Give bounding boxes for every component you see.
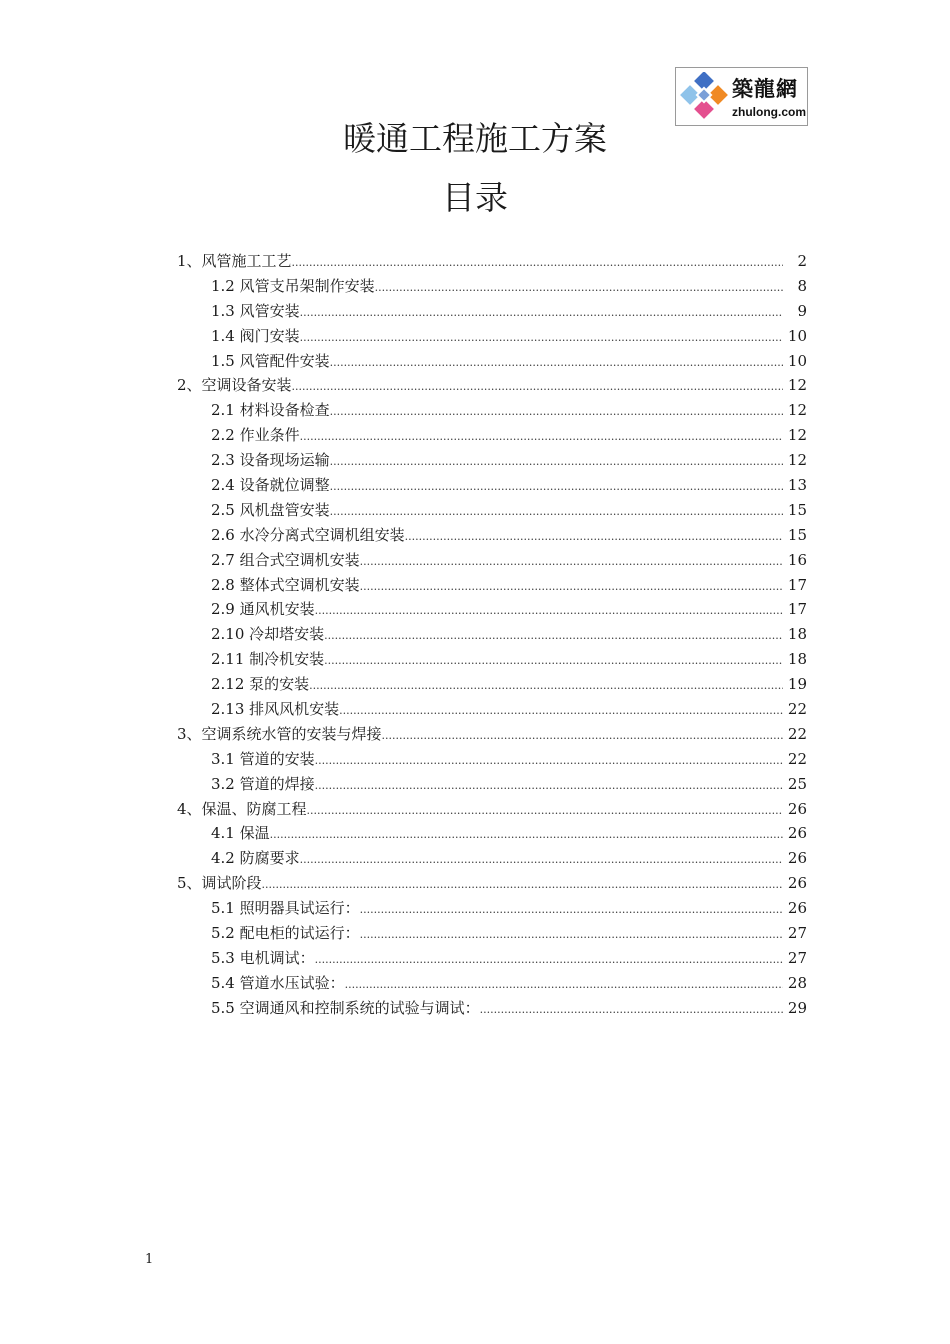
toc-entry-page: 26 [787, 874, 807, 893]
toc-entry-page: 27 [787, 948, 807, 967]
toc-dot-leader [300, 299, 783, 326]
toc-entry[interactable] [177, 324, 807, 349]
toc-dot-leader [330, 473, 783, 500]
toc-entry-page: 13 [787, 476, 807, 495]
toc-entry-page: 22 [787, 724, 807, 743]
toc-entry-label: 2.6 水冷分离式空调机组安装 [211, 525, 405, 544]
toc-entry-page: 12 [787, 376, 807, 395]
toc-entry[interactable] [177, 821, 807, 846]
toc-entry[interactable] [177, 971, 807, 996]
toc-entry-page: 28 [787, 973, 807, 992]
toc-dot-leader [315, 747, 783, 774]
toc-entry[interactable] [177, 473, 807, 498]
toc-dot-leader [405, 523, 783, 550]
toc-entry-label: 5.3 电机调试： [211, 948, 315, 967]
toc-entry-page: 12 [787, 451, 807, 470]
toc-entry[interactable] [177, 672, 807, 697]
toc-entry-label: 3、空调系统水管的安装与焊接 [177, 724, 382, 743]
toc-entry[interactable] [177, 747, 807, 772]
toc-entry[interactable] [177, 921, 807, 946]
toc-entry-label: 4.1 保温 [211, 824, 270, 843]
toc-dot-leader [330, 498, 783, 525]
toc-entry-label: 4、保温、防腐工程 [177, 799, 307, 818]
toc-entry-page: 22 [787, 749, 807, 768]
toc-dot-leader [360, 921, 783, 948]
toc-dot-leader [330, 398, 783, 425]
toc-dot-leader [330, 349, 783, 376]
toc-dot-leader [324, 647, 783, 674]
document-title: 暖通工程施工方案 [343, 119, 607, 158]
toc-entry-page: 27 [787, 924, 807, 943]
toc-entry-page: 10 [787, 326, 807, 345]
toc-entry[interactable] [177, 597, 807, 622]
toc-entry-page: 18 [787, 625, 807, 644]
page-number: 1 [145, 1252, 154, 1267]
toc-entry-page: 2 [797, 252, 807, 270]
toc-dot-leader [309, 672, 783, 699]
toc-entry[interactable] [177, 299, 807, 324]
toc-entry-label: 1.3 风管安装 [211, 301, 300, 320]
table-of-contents [177, 249, 807, 1021]
toc-entry[interactable] [177, 398, 807, 423]
toc-dot-leader [360, 548, 783, 575]
toc-entry-page: 15 [787, 500, 807, 519]
toc-dot-leader [339, 697, 783, 724]
toc-entry-label: 2.12 泵的安装 [211, 675, 310, 694]
toc-dot-leader [300, 423, 783, 450]
toc-entry[interactable] [177, 846, 807, 871]
toc-dot-leader [375, 274, 783, 301]
toc-dot-leader [480, 996, 783, 1023]
toc-entry-label: 2.8 整体式空调机安装 [211, 575, 360, 594]
toc-entry-label: 1、风管施工工艺 [177, 252, 292, 270]
toc-entry[interactable] [177, 946, 807, 971]
toc-entry-label: 2.10 冷却塔安装 [211, 625, 325, 644]
toc-entry-page: 17 [787, 600, 807, 619]
toc-dot-leader [330, 448, 783, 475]
toc-entry-label: 5.4 管道水压试验： [211, 973, 345, 992]
toc-entry-label: 2.7 组合式空调机安装 [211, 550, 360, 569]
toc-dot-leader [315, 772, 783, 799]
toc-dot-leader [324, 622, 783, 649]
toc-dot-leader [345, 971, 783, 998]
toc-dot-leader [300, 846, 783, 873]
toc-dot-leader [270, 821, 783, 848]
toc-entry-label: 2.9 通风机安装 [211, 600, 315, 619]
toc-dot-leader [360, 573, 783, 600]
toc-entry-page: 17 [787, 575, 807, 594]
toc-entry-label: 3.2 管道的焊接 [211, 774, 315, 793]
toc-entry-label: 5.2 配电柜的试运行： [211, 924, 360, 943]
logo-chinese-name: 築龍網 [732, 76, 798, 101]
toc-dot-leader [292, 373, 783, 400]
toc-entry[interactable] [177, 797, 807, 822]
toc-entry-label: 2、空调设备安装 [177, 376, 292, 395]
toc-entry-label: 1.4 阀门安装 [211, 326, 300, 345]
toc-entry-label: 1.2 风管支吊架制作安装 [211, 276, 375, 295]
toc-entry[interactable] [177, 373, 807, 398]
toc-entry-label: 2.4 设备就位调整 [211, 476, 330, 495]
toc-entry-page: 16 [787, 550, 807, 569]
toc-entry-page: 25 [787, 774, 807, 793]
toc-entry-label: 2.3 设备现场运输 [211, 451, 330, 470]
toc-entry-page: 12 [787, 401, 807, 420]
toc-entry[interactable] [177, 647, 807, 672]
toc-entry-page: 12 [787, 426, 807, 445]
toc-entry-label: 2.2 作业条件 [211, 426, 300, 445]
toc-entry-page: 18 [787, 650, 807, 669]
toc-entry-label: 5.1 照明器具试运行： [211, 899, 360, 918]
logo-domain: zhulong.com [732, 105, 806, 119]
toc-entry[interactable] [177, 274, 807, 299]
toc-entry[interactable] [177, 249, 807, 274]
toc-entry-label: 5.5 空调通风和控制系统的试验与调试： [211, 998, 480, 1017]
toc-entry-label: 2.11 制冷机安装 [211, 650, 325, 669]
toc-entry-label: 2.13 排风风机安装 [211, 700, 340, 719]
toc-entry[interactable] [177, 896, 807, 921]
toc-dot-leader [360, 896, 783, 923]
toc-entry-page: 29 [787, 998, 807, 1017]
toc-entry[interactable] [177, 448, 807, 473]
toc-entry[interactable] [177, 423, 807, 448]
toc-entry[interactable] [177, 996, 807, 1021]
toc-entry-label: 3.1 管道的安装 [211, 749, 315, 768]
toc-heading: 目录 [442, 178, 508, 217]
toc-entry-page: 9 [797, 301, 807, 320]
toc-entry[interactable] [177, 349, 807, 374]
zhulong-emblem-icon [679, 72, 729, 122]
toc-entry[interactable] [177, 722, 807, 747]
toc-entry[interactable] [177, 573, 807, 598]
toc-entry-page: 26 [787, 849, 807, 868]
toc-dot-leader [262, 871, 783, 898]
toc-entry-page: 8 [797, 276, 807, 295]
toc-entry-page: 26 [787, 899, 807, 918]
toc-entry[interactable] [177, 548, 807, 573]
toc-entry-page: 26 [787, 799, 807, 818]
toc-entry-label: 2.5 风机盘管安装 [211, 500, 330, 519]
toc-entry[interactable] [177, 622, 807, 647]
toc-entry-label: 4.2 防腐要求 [211, 849, 300, 868]
toc-entry[interactable] [177, 697, 807, 722]
toc-entry[interactable] [177, 772, 807, 797]
toc-dot-leader [315, 597, 783, 624]
toc-entry-label: 1.5 风管配件安装 [211, 351, 330, 370]
toc-entry[interactable] [177, 498, 807, 523]
toc-entry-page: 19 [787, 675, 807, 694]
toc-entry-page: 26 [787, 824, 807, 843]
toc-entry-label: 5、调试阶段 [177, 874, 262, 893]
toc-entry-label: 2.1 材料设备检查 [211, 401, 330, 420]
toc-entry[interactable] [177, 523, 807, 548]
toc-dot-leader [300, 324, 783, 351]
toc-dot-leader [292, 249, 783, 276]
toc-entry-page: 22 [787, 700, 807, 719]
toc-dot-leader [382, 722, 783, 749]
toc-entry-page: 15 [787, 525, 807, 544]
toc-dot-leader [307, 797, 783, 824]
toc-entry[interactable] [177, 871, 807, 896]
toc-entry-page: 10 [787, 351, 807, 370]
toc-dot-leader [315, 946, 783, 973]
